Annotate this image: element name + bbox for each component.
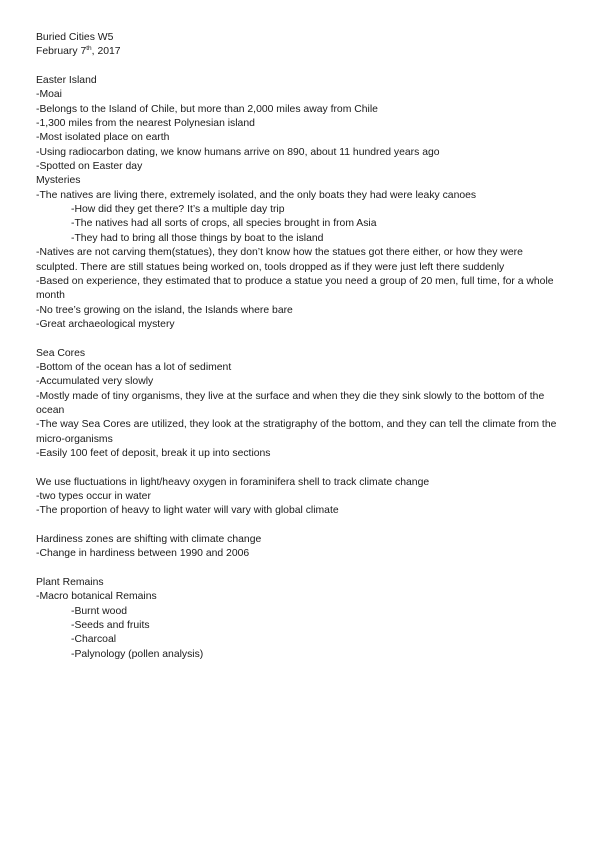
note-line: -Most isolated place on earth bbox=[36, 132, 170, 144]
spacer bbox=[36, 461, 564, 475]
document-page bbox=[36, 31, 564, 662]
note-line: -1,300 miles from the nearest Polynesian island bbox=[36, 118, 255, 130]
note-line: -Great archaeological mystery bbox=[36, 318, 175, 330]
section-heading-sea-cores: Sea Cores bbox=[36, 347, 86, 359]
sub-note-line: -They had to bring all those things by boat to the island bbox=[71, 232, 324, 244]
section-heading-mysteries: Mysteries bbox=[36, 175, 81, 187]
sub-note-line: -Charcoal bbox=[71, 634, 117, 646]
sub-note-line: -Palynology (pollen analysis) bbox=[71, 648, 204, 660]
note-line: -Change in hardiness between 1990 and 2006 bbox=[36, 548, 250, 560]
note-line: We use fluctuations in light/heavy oxygen in foraminifera shell to track climate change bbox=[36, 476, 430, 488]
note-line: -No tree’s growing on the island, the Islands where bare bbox=[36, 304, 293, 316]
sub-note-line: -The natives had all sorts of crops, all species brought in from Asia bbox=[71, 218, 377, 230]
note-line: -Bottom of the ocean has a lot of sediment bbox=[36, 361, 232, 373]
document-date bbox=[36, 45, 564, 59]
section-heading-easter-island: Easter Island bbox=[36, 75, 97, 87]
section-heading-plant-remains: Plant Remains bbox=[36, 577, 104, 589]
note-line: -Accumulated very slowly bbox=[36, 376, 154, 388]
note-paragraph: -The way Sea Cores are utilized, they look at the stratigraphy of the bottom, and they can tell the climate from the micro-organisms bbox=[36, 419, 557, 445]
note-paragraph: -Mostly made of tiny organisms, they live at the surface and when they die they sink slowly to the bottom of the ocean bbox=[36, 390, 545, 416]
spacer bbox=[36, 562, 564, 576]
note-line: -The proportion of heavy to light water will vary with global climate bbox=[36, 505, 339, 517]
spacer bbox=[36, 519, 564, 533]
note-line: -two types occur in water bbox=[36, 491, 151, 502]
note-line: -Moai bbox=[36, 89, 62, 101]
date-month-day: February 7 bbox=[36, 46, 87, 58]
spacer bbox=[36, 60, 564, 74]
date-ordinal-suffix: th bbox=[86, 45, 92, 53]
sub-note-line: -Seeds and fruits bbox=[71, 620, 150, 632]
note-line: -Spotted on Easter day bbox=[36, 161, 143, 173]
date-year: , 2017 bbox=[91, 46, 121, 58]
sub-note-line: -How did they get there? It’s a multiple day trip bbox=[71, 204, 285, 216]
note-line: -The natives are living there, extremely isolated, and the only boats they had were leaky canoes bbox=[36, 189, 477, 201]
note-line: -Macro botanical Remains bbox=[36, 591, 157, 603]
note-line: -Using radiocarbon dating, we know humans arrive on 890, about 11 hundred years ago bbox=[36, 146, 440, 158]
note-line: Hardiness zones are shifting with climate change bbox=[36, 534, 262, 546]
sub-note-line: -Burnt wood bbox=[71, 605, 128, 617]
note-line: -Belongs to the Island of Chile, but more than 2,000 miles away from Chile bbox=[36, 103, 378, 115]
note-line: -Easily 100 feet of deposit, break it up into sections bbox=[36, 447, 271, 459]
document-title: Buried Cities W5 bbox=[36, 32, 114, 43]
note-paragraph: -Natives are not carving them(statues), they don’t know how the statues got there either, or how they were sculpted. There are still statues being worked on, tools dropped as if they were just left there suddenly bbox=[36, 247, 523, 273]
note-paragraph: -Based on experience, they estimated that to produce a statue you need a group of 20 men, full time, for a whole month bbox=[36, 275, 554, 302]
spacer bbox=[36, 332, 564, 346]
